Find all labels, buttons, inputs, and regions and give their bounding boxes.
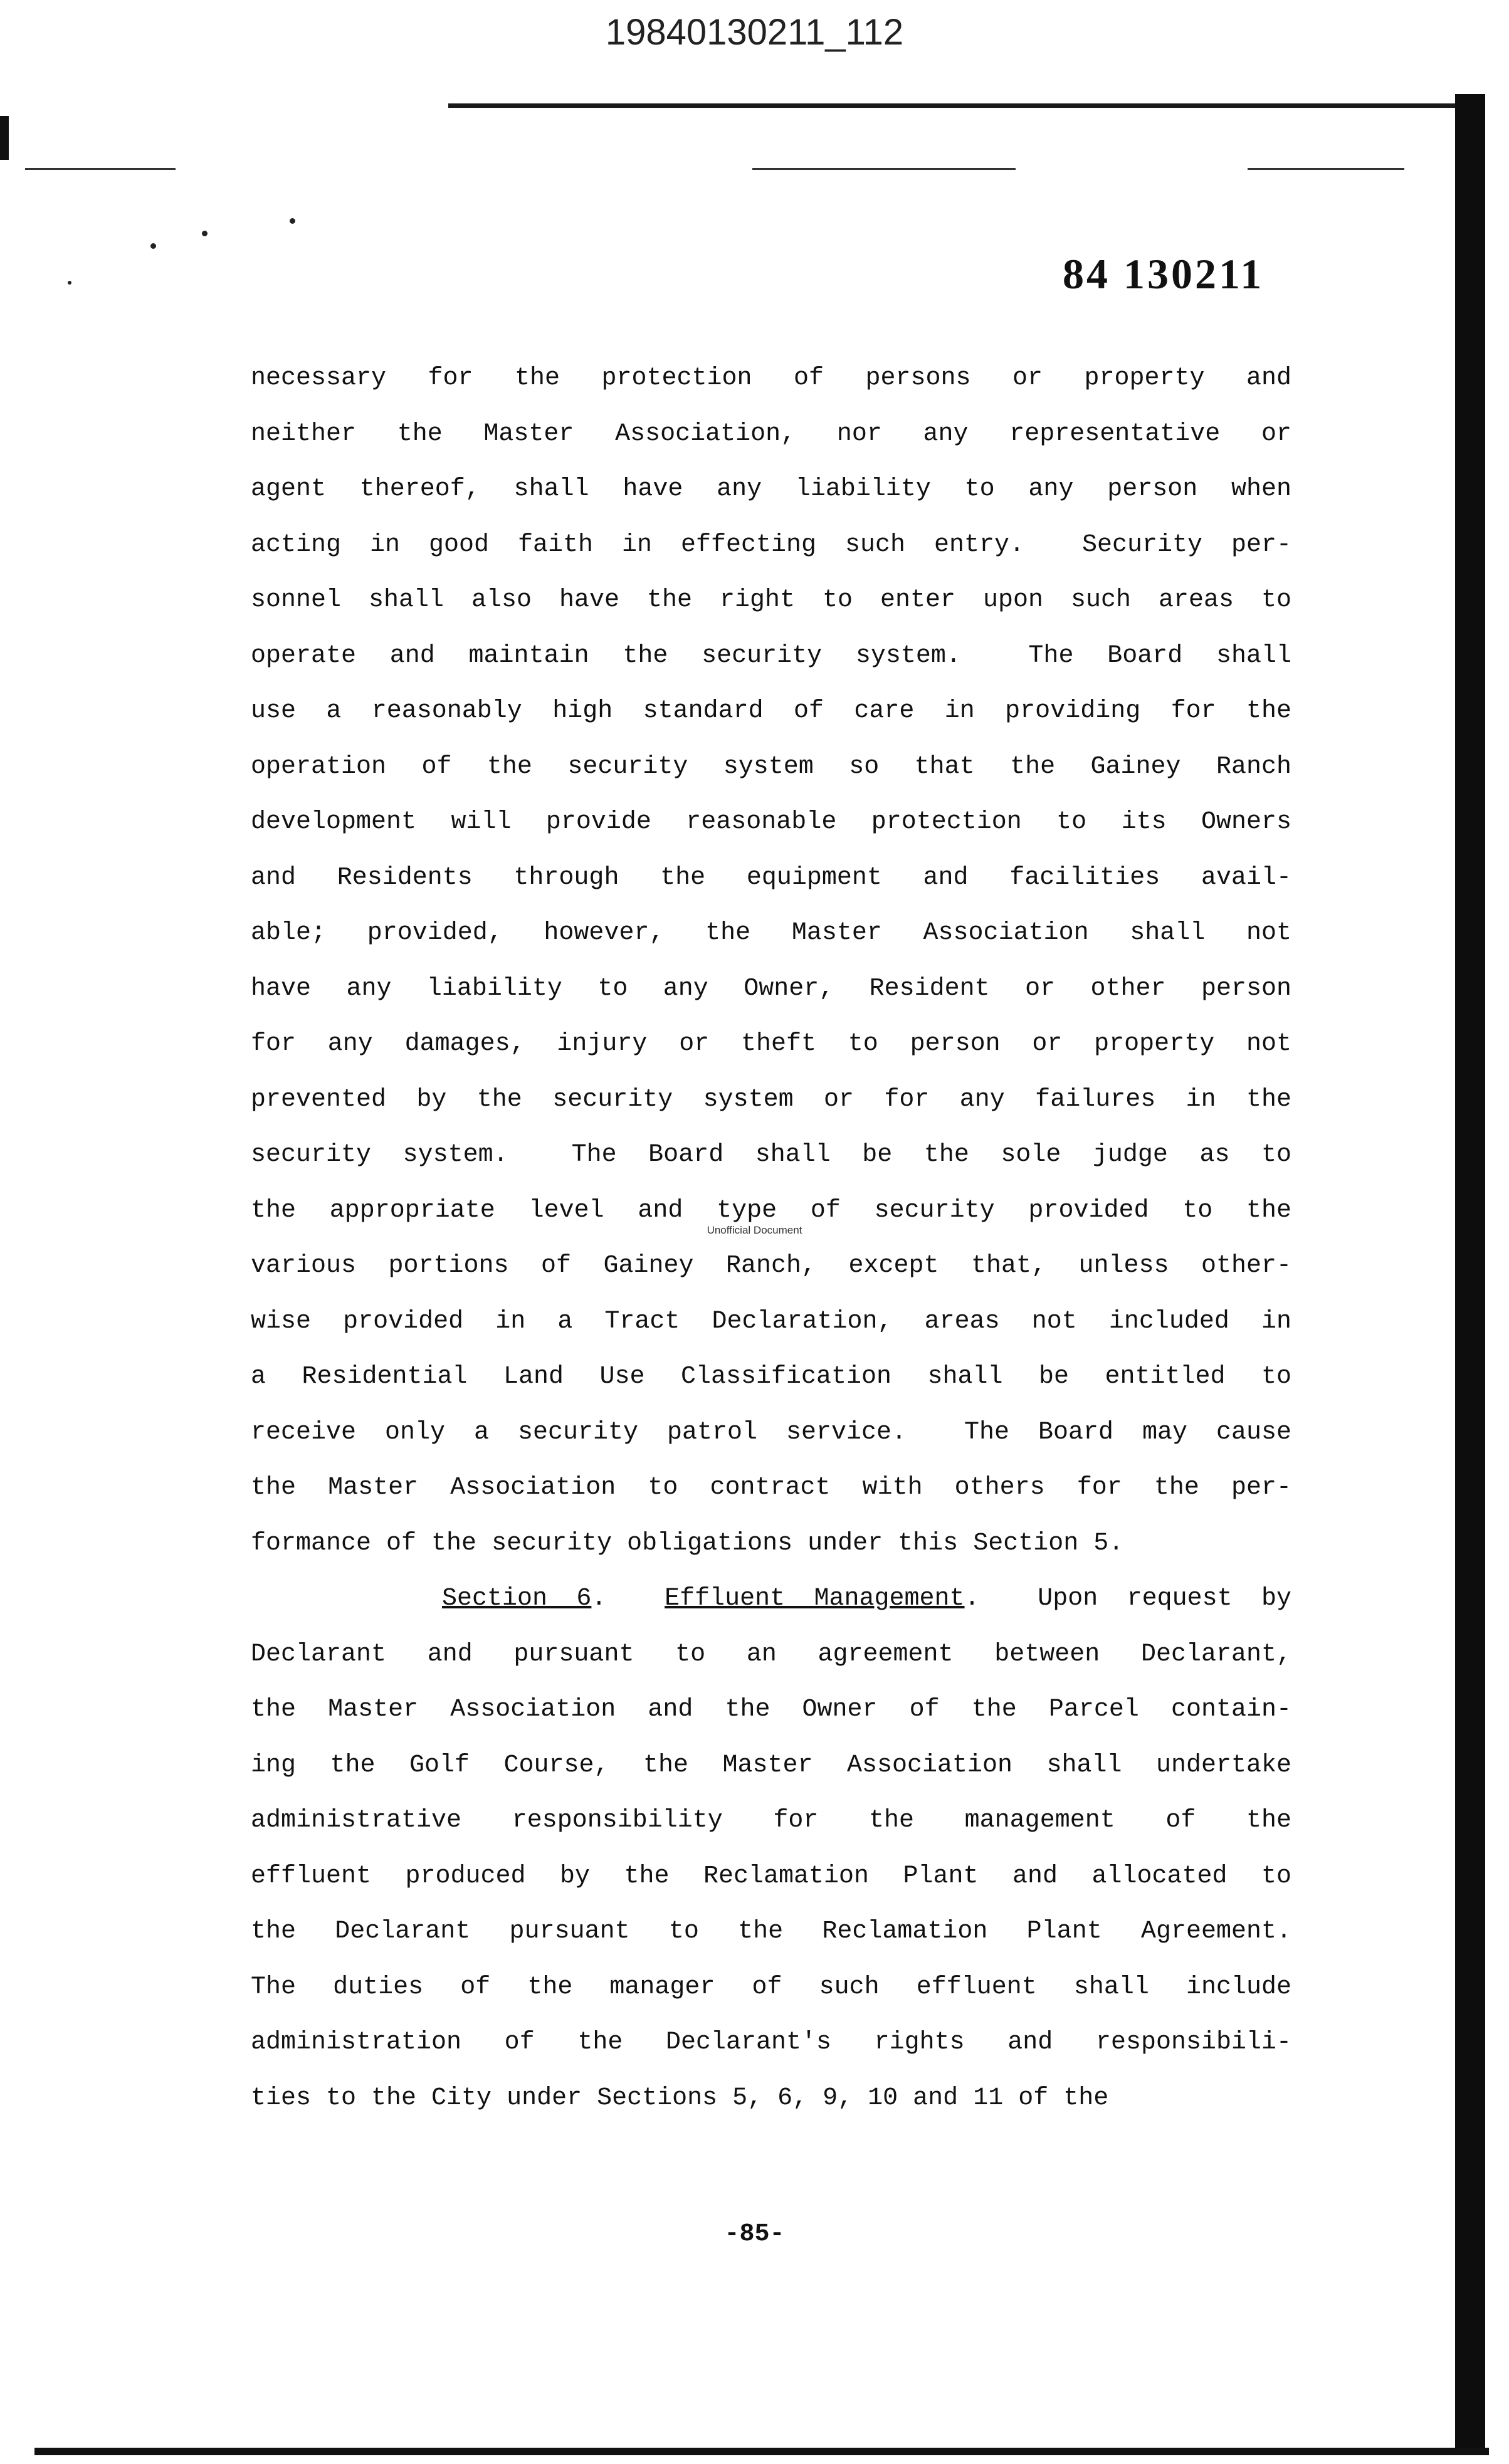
text-line: have any liability to any Owner, Resident or other person — [251, 974, 1291, 1003]
text-line: for any damages, injury or theft to person or property not — [251, 1030, 1291, 1058]
text-line: operation of the security system so that the Gainey Ranch — [251, 752, 1291, 781]
text-line: ing the Golf Course, the Master Association shall undertake — [251, 1751, 1291, 1780]
text-line: prevented by the security system or for any failures in the — [251, 1085, 1291, 1114]
text-line: sonnel shall also have the right to enter upon such areas to — [251, 586, 1291, 614]
scan-border-left — [0, 116, 9, 160]
section-6-label-period: . — [591, 1585, 607, 1613]
page-number: -85- — [724, 2220, 785, 2248]
unofficial-document-watermark: Unofficial Document — [707, 1224, 802, 1236]
text-line: acting in good faith in effecting such entry. Security per- — [251, 530, 1291, 559]
text-line: operate and maintain the security system. The Board shall — [251, 641, 1291, 670]
paragraph-security — [251, 351, 1291, 1571]
recording-number: 84 130211 — [1063, 250, 1265, 298]
scan-border-bottom — [34, 2448, 1489, 2455]
scan-artifact-line — [1248, 168, 1404, 170]
section-6-first-line-rest: . Upon request by — [964, 1585, 1291, 1613]
text-line: a Residential Land Use Classification shall be entitled to — [251, 1363, 1291, 1391]
text-line: The duties of the manager of such effluent shall include — [251, 1973, 1291, 2001]
text-line: and Residents through the equipment and facilities avail- — [251, 863, 1291, 892]
paragraph-effluent-management — [251, 1627, 1291, 2127]
scan-artifact-dot — [202, 231, 208, 236]
text-line: receive only a security patrol service. The Board may cause — [251, 1418, 1291, 1447]
document-id: 19840130211_112 — [605, 12, 904, 53]
scan-border-right — [1455, 94, 1485, 2454]
scan-artifact-dot — [68, 281, 71, 285]
text-line: formance of the security obligations under this Section 5. — [251, 1529, 1124, 1558]
text-line: agent thereof, shall have any liability to any person when — [251, 475, 1291, 503]
scan-artifact-dot — [150, 243, 156, 249]
text-line: the Declarant pursuant to the Reclamation Plant Agreement. — [251, 1917, 1291, 1946]
text-line: the Master Association and the Owner of the Parcel contain- — [251, 1696, 1291, 1724]
scan-artifact-dot — [290, 218, 295, 224]
text-line: necessary for the protection of persons or property and — [251, 364, 1291, 392]
text-line: Declarant and pursuant to an agreement between Declarant, — [251, 1640, 1291, 1669]
scan-border-top — [448, 103, 1480, 108]
text-line: effluent produced by the Reclamation Plant and allocated to — [251, 1862, 1291, 1890]
text-line: the appropriate level and type of security provided to the — [251, 1196, 1291, 1225]
text-line: administrative responsibility for the management of the — [251, 1806, 1291, 1835]
text-line: the Master Association to contract with others for the per- — [251, 1474, 1291, 1502]
text-line: neither the Master Association, nor any representative or — [251, 419, 1291, 448]
section-6-heading-line — [251, 1571, 1291, 1627]
scan-artifact-line — [25, 168, 176, 170]
text-line: use a reasonably high standard of care in providing for the — [251, 697, 1291, 725]
section-6-label: Section 6 — [442, 1585, 592, 1613]
text-line: administration of the Declarant's rights and responsibili- — [251, 2028, 1291, 2057]
document-body — [251, 351, 1291, 2126]
text-line: various portions of Gainey Ranch, except that, unless other- — [251, 1252, 1291, 1280]
text-line: wise provided in a Tract Declaration, areas not included in — [251, 1307, 1291, 1336]
section-6-heading: Effluent Management — [665, 1585, 965, 1613]
text-line: able; provided, however, the Master Association shall not — [251, 919, 1291, 947]
text-line: security system. The Board shall be the sole judge as to — [251, 1141, 1291, 1169]
scan-artifact-line — [752, 168, 1016, 170]
text-line: ties to the City under Sections 5, 6, 9, 10 and 11 of the — [251, 2084, 1109, 2112]
text-line: development will provide reasonable protection to its Owners — [251, 808, 1291, 836]
